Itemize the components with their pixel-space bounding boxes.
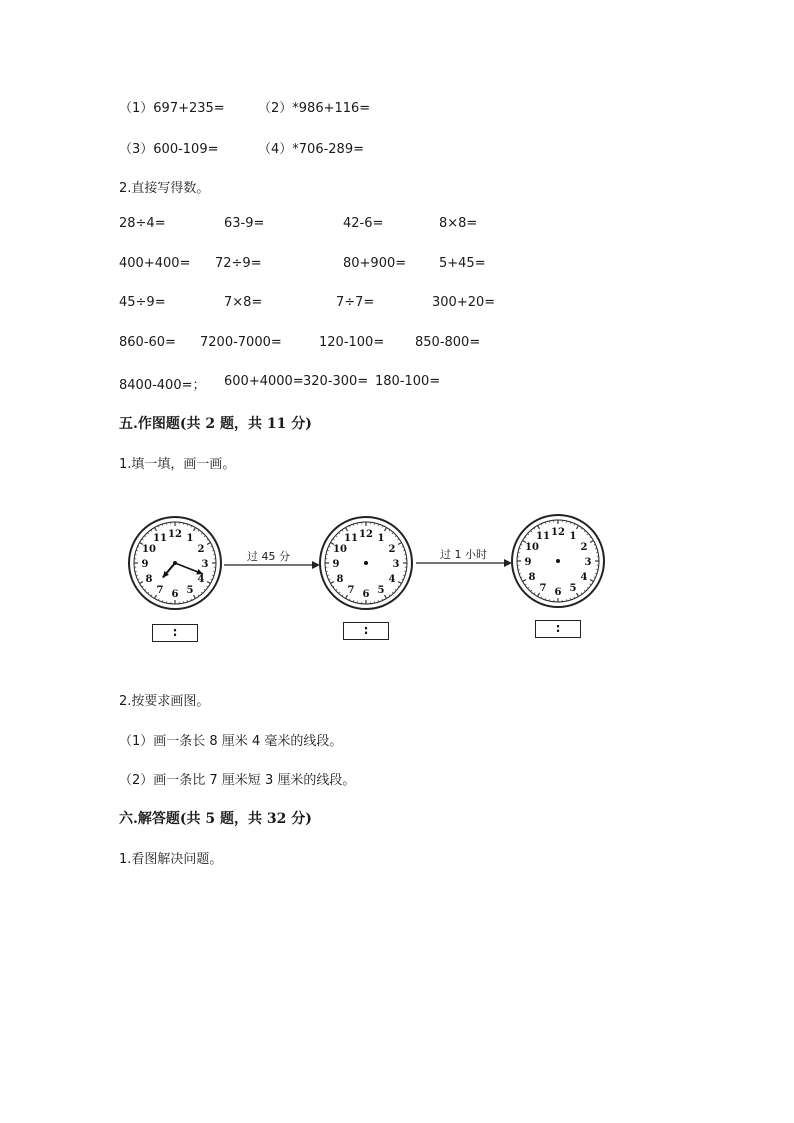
oral-item: 180-100= [375, 374, 441, 389]
oral-item: 5+45= [439, 256, 486, 271]
clock-number: 11 [536, 531, 550, 543]
oral-item: 80+900= [343, 256, 407, 271]
calc-problem-1: （1）697+235= [119, 101, 225, 116]
clock-3 [510, 513, 606, 609]
calc-problem-3: （3）600-109= [119, 142, 219, 157]
clock-number: 7 [539, 582, 547, 594]
arrow-right-icon [416, 557, 512, 569]
clock-number: 5 [377, 584, 385, 596]
clock-number: 10 [333, 544, 347, 555]
clock-number: 10 [142, 544, 156, 555]
section-6-question-1: 1.看图解决问题。 [119, 852, 223, 867]
oral-item: 600+4000= [224, 374, 304, 389]
clock-icon [510, 513, 606, 609]
clock-number: 3 [392, 559, 400, 570]
oral-item: 7200-7000= [200, 335, 282, 350]
clock-number: 4 [197, 574, 205, 585]
clock-number: 10 [525, 542, 539, 553]
clock-1 [127, 515, 223, 611]
oral-item: 850-800= [415, 335, 481, 350]
clock-number: 12 [168, 529, 182, 540]
clock-number: 5 [569, 582, 577, 594]
clock-number: 6 [362, 589, 370, 600]
clock-number: 9 [141, 559, 149, 570]
clock-number: 11 [153, 533, 167, 545]
section-5-title: 五.作图题(共 2 题，共 11 分) [119, 416, 312, 432]
oral-item: 120-100= [319, 335, 385, 350]
section-5-question-1: 1.填一填，画一画。 [119, 457, 236, 472]
section-6-title: 六.解答题(共 5 题，共 32 分) [119, 811, 312, 827]
calc-problem-4: （4）*706-289= [258, 142, 364, 157]
clock-number: 12 [551, 527, 565, 538]
clock-number: 6 [554, 587, 562, 598]
clock-number: 7 [347, 584, 355, 596]
clock-number: 6 [171, 589, 179, 600]
clock-number: 4 [388, 574, 396, 585]
oral-item: 8×8= [439, 216, 478, 231]
clock-number: 3 [584, 557, 592, 568]
time-answer-box-2: : [343, 622, 389, 640]
clock-number: 8 [145, 574, 153, 585]
clock-number: 7 [156, 584, 164, 596]
oral-item: 400+400= [119, 256, 191, 271]
clock-number: 11 [344, 533, 358, 545]
oral-item: 7÷7= [336, 295, 375, 310]
clock-number: 8 [528, 572, 536, 583]
oral-item: 7×8= [224, 295, 263, 310]
section-5-question-2-part-1: （1）画一条长 8 厘米 4 毫米的线段。 [119, 734, 343, 749]
oral-item: 63-9= [224, 216, 265, 231]
time-answer-box-1: : [152, 624, 198, 642]
clock-number: 2 [388, 544, 396, 555]
clock-number: 8 [336, 574, 344, 585]
oral-item: 860-60= [119, 335, 176, 350]
clock-icon [127, 515, 223, 611]
oral-item: 42-6= [343, 216, 384, 231]
clock-number: 1 [186, 533, 194, 545]
clock-number: 9 [332, 559, 340, 570]
oral-item: 8400-400=； [119, 378, 206, 393]
oral-item: 300+20= [432, 295, 496, 310]
oral-item: 45÷9= [119, 295, 166, 310]
section-5-question-2-part-2: （2）画一条比 7 厘米短 3 厘米的线段。 [119, 773, 356, 788]
oral-item: 320-300= [303, 374, 369, 389]
clock-number: 1 [569, 531, 577, 543]
clock-number: 9 [524, 557, 532, 568]
arrow-label-1-hour: 过 1 小时 [440, 548, 487, 561]
clock-number: 12 [359, 529, 373, 540]
clock-icon [318, 515, 414, 611]
calc-problem-2: （2）*986+116= [258, 101, 371, 116]
question-2-title: 2.直接写得数。 [119, 181, 210, 196]
clock-number: 2 [580, 542, 588, 553]
clock-number: 4 [580, 572, 588, 583]
clock-number: 1 [377, 533, 385, 545]
oral-item: 72÷9= [215, 256, 262, 271]
arrow-label-45-min: 过 45 分 [247, 550, 290, 563]
arrow-right-icon [224, 559, 320, 571]
clock-number: 2 [197, 544, 205, 555]
oral-item: 28÷4= [119, 216, 166, 231]
clock-2 [318, 515, 414, 611]
section-5-question-2: 2.按要求画图。 [119, 694, 210, 709]
clock-number: 5 [186, 584, 194, 596]
clock-number: 3 [201, 559, 209, 570]
time-answer-box-3: : [535, 620, 581, 638]
